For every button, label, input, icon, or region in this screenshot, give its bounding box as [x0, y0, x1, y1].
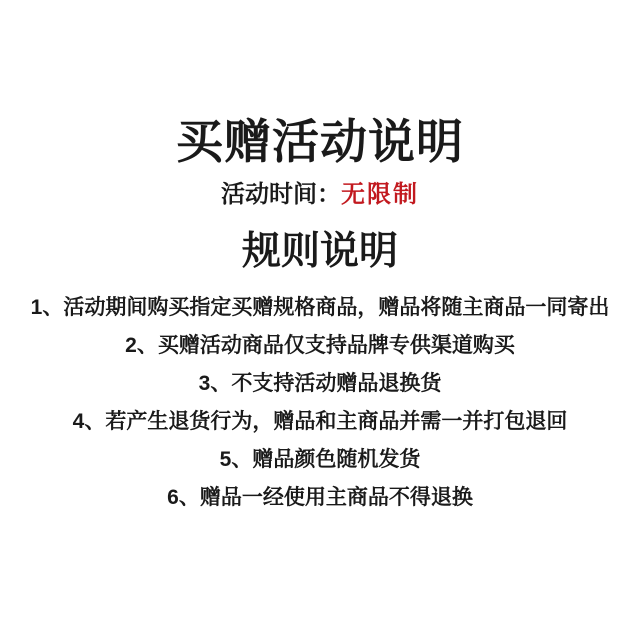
rule-item-5: 5、赠品颜色随机发货	[219, 448, 421, 471]
activity-time-value: 无限制	[341, 181, 419, 208]
rule-item-6: 6、赠品一经使用主商品不得退换	[167, 486, 473, 509]
rule-item-4: 4、若产生退货行为，赠品和主商品并需一并打包退回	[72, 410, 568, 433]
rule-item-1: 1、活动期间购买指定买赠规格商品，赠品将随主商品一同寄出	[30, 296, 610, 319]
rule-item-2: 2、买赠活动商品仅支持品牌专供渠道购买	[125, 334, 515, 357]
rule-item-3: 3、不支持活动赠品退换货	[198, 372, 442, 395]
page-title: 买赠活动说明	[176, 115, 464, 168]
rules-heading: 规则说明	[241, 230, 398, 273]
activity-time-label: 活动时间：	[221, 181, 341, 208]
rules-list	[0, 289, 640, 517]
activity-time-row	[0, 180, 640, 210]
